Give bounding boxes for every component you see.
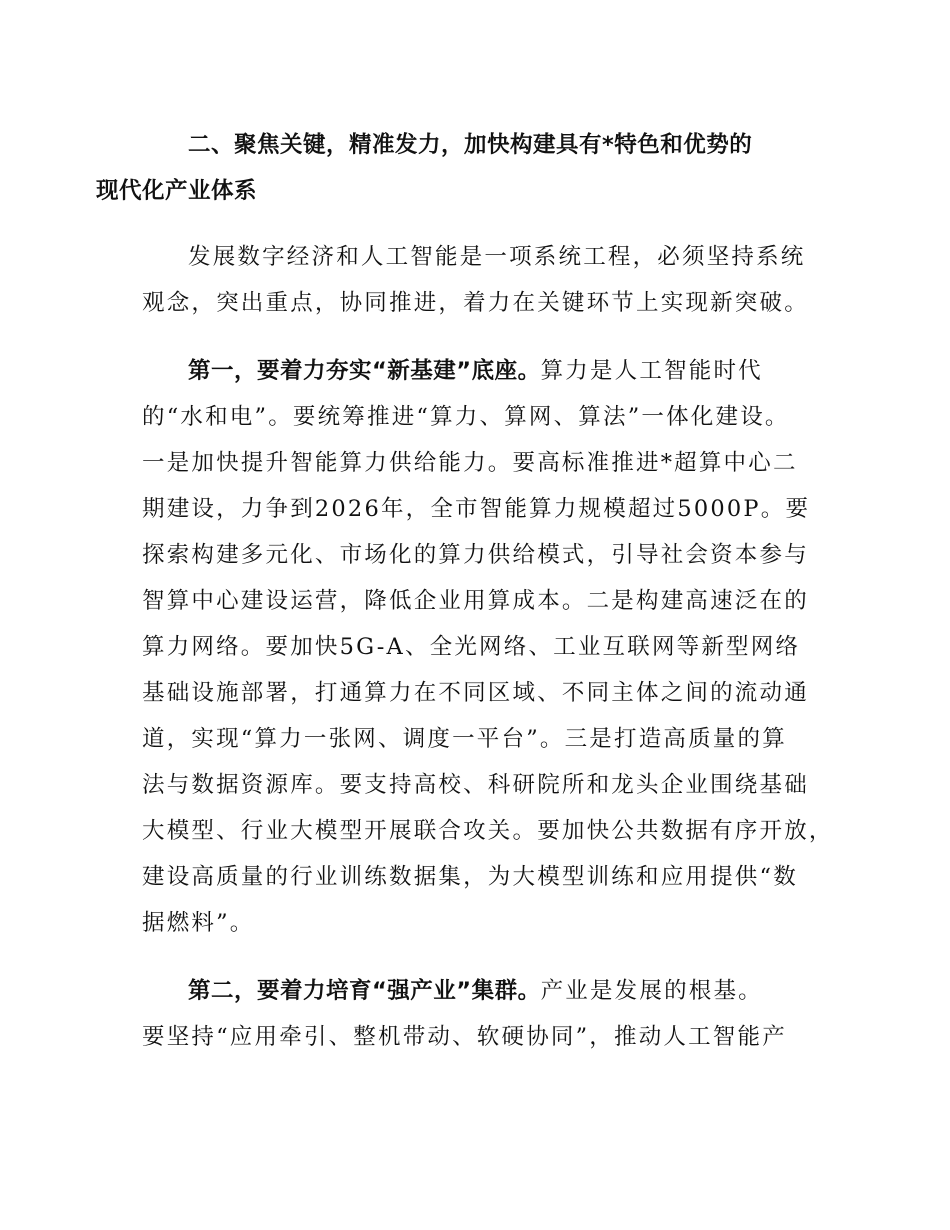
paragraph-line: 算力网络。要加快5G-A、全光网络、工业互联网等新型网络 [142,634,801,660]
intro-paragraph [142,234,810,326]
paragraph-line: 一是加快提升智能算力供给能力。要高标准推进*超算中心二 [142,450,798,476]
paragraph-line: 大模型、行业大模型开展联合攻关。要加快公共数据有序开放， [142,818,834,844]
heading-line: 二、聚焦关键，精准发力，加快构建具有*特色和优势的 [188,132,753,158]
section1-paragraph [142,348,834,946]
paragraph-line: 期建设，力争到2026年，全市智能算力规模超过5000P。要 [142,496,811,522]
paragraph-line: 据燃料”。 [142,910,255,936]
paragraph-line [142,968,810,1014]
paragraph-text: 算力是人工智能时代 [540,358,763,384]
paragraph-line: 探索构建多元化、市场化的算力供给模式，引导社会资本参与 [142,542,809,568]
paragraph-line: 道，实现“算力一张网、调度一平台”。三是打造高质量的算 [142,726,787,752]
heading-line: 现代化产业体系 [96,178,258,204]
paragraph-line: 智算中心建设运营，降低企业用算成本。二是构建高速泛在的 [142,588,809,614]
paragraph-line: 法与数据资源库。要支持高校、科研院所和龙头企业围绕基础 [142,772,809,798]
paragraph-line [142,348,810,394]
document-page [96,122,834,1082]
paragraph-line: 发展数字经济和人工智能是一项系统工程，必须坚持系统 [188,244,806,270]
section2-paragraph [142,968,810,1060]
section2-lead: 第二，要着力培育“强产业”集群。 [188,978,541,1004]
paragraph-line: 建设高质量的行业训练数据集，为大模型训练和应用提供“数 [142,864,798,890]
section1-lead: 第一，要着力夯实“新基建”底座。 [188,358,541,384]
paragraph-line: 基础设施部署，打通算力在不同区域、不同主体之间的流动通 [142,680,809,706]
paragraph-text: 产业是发展的根基。 [540,978,763,1004]
paragraph-line: 要坚持“应用牵引、整机带动、软硬协同”，推动人工智能产 [142,1024,787,1050]
section-heading [96,122,810,214]
paragraph-line: 的“水和电”。要统筹推进“算力、算网、算法”一体化建设。 [142,404,790,430]
paragraph-line: 观念，突出重点，协同推进，着力在关键环节上实现新突破。 [142,290,809,316]
